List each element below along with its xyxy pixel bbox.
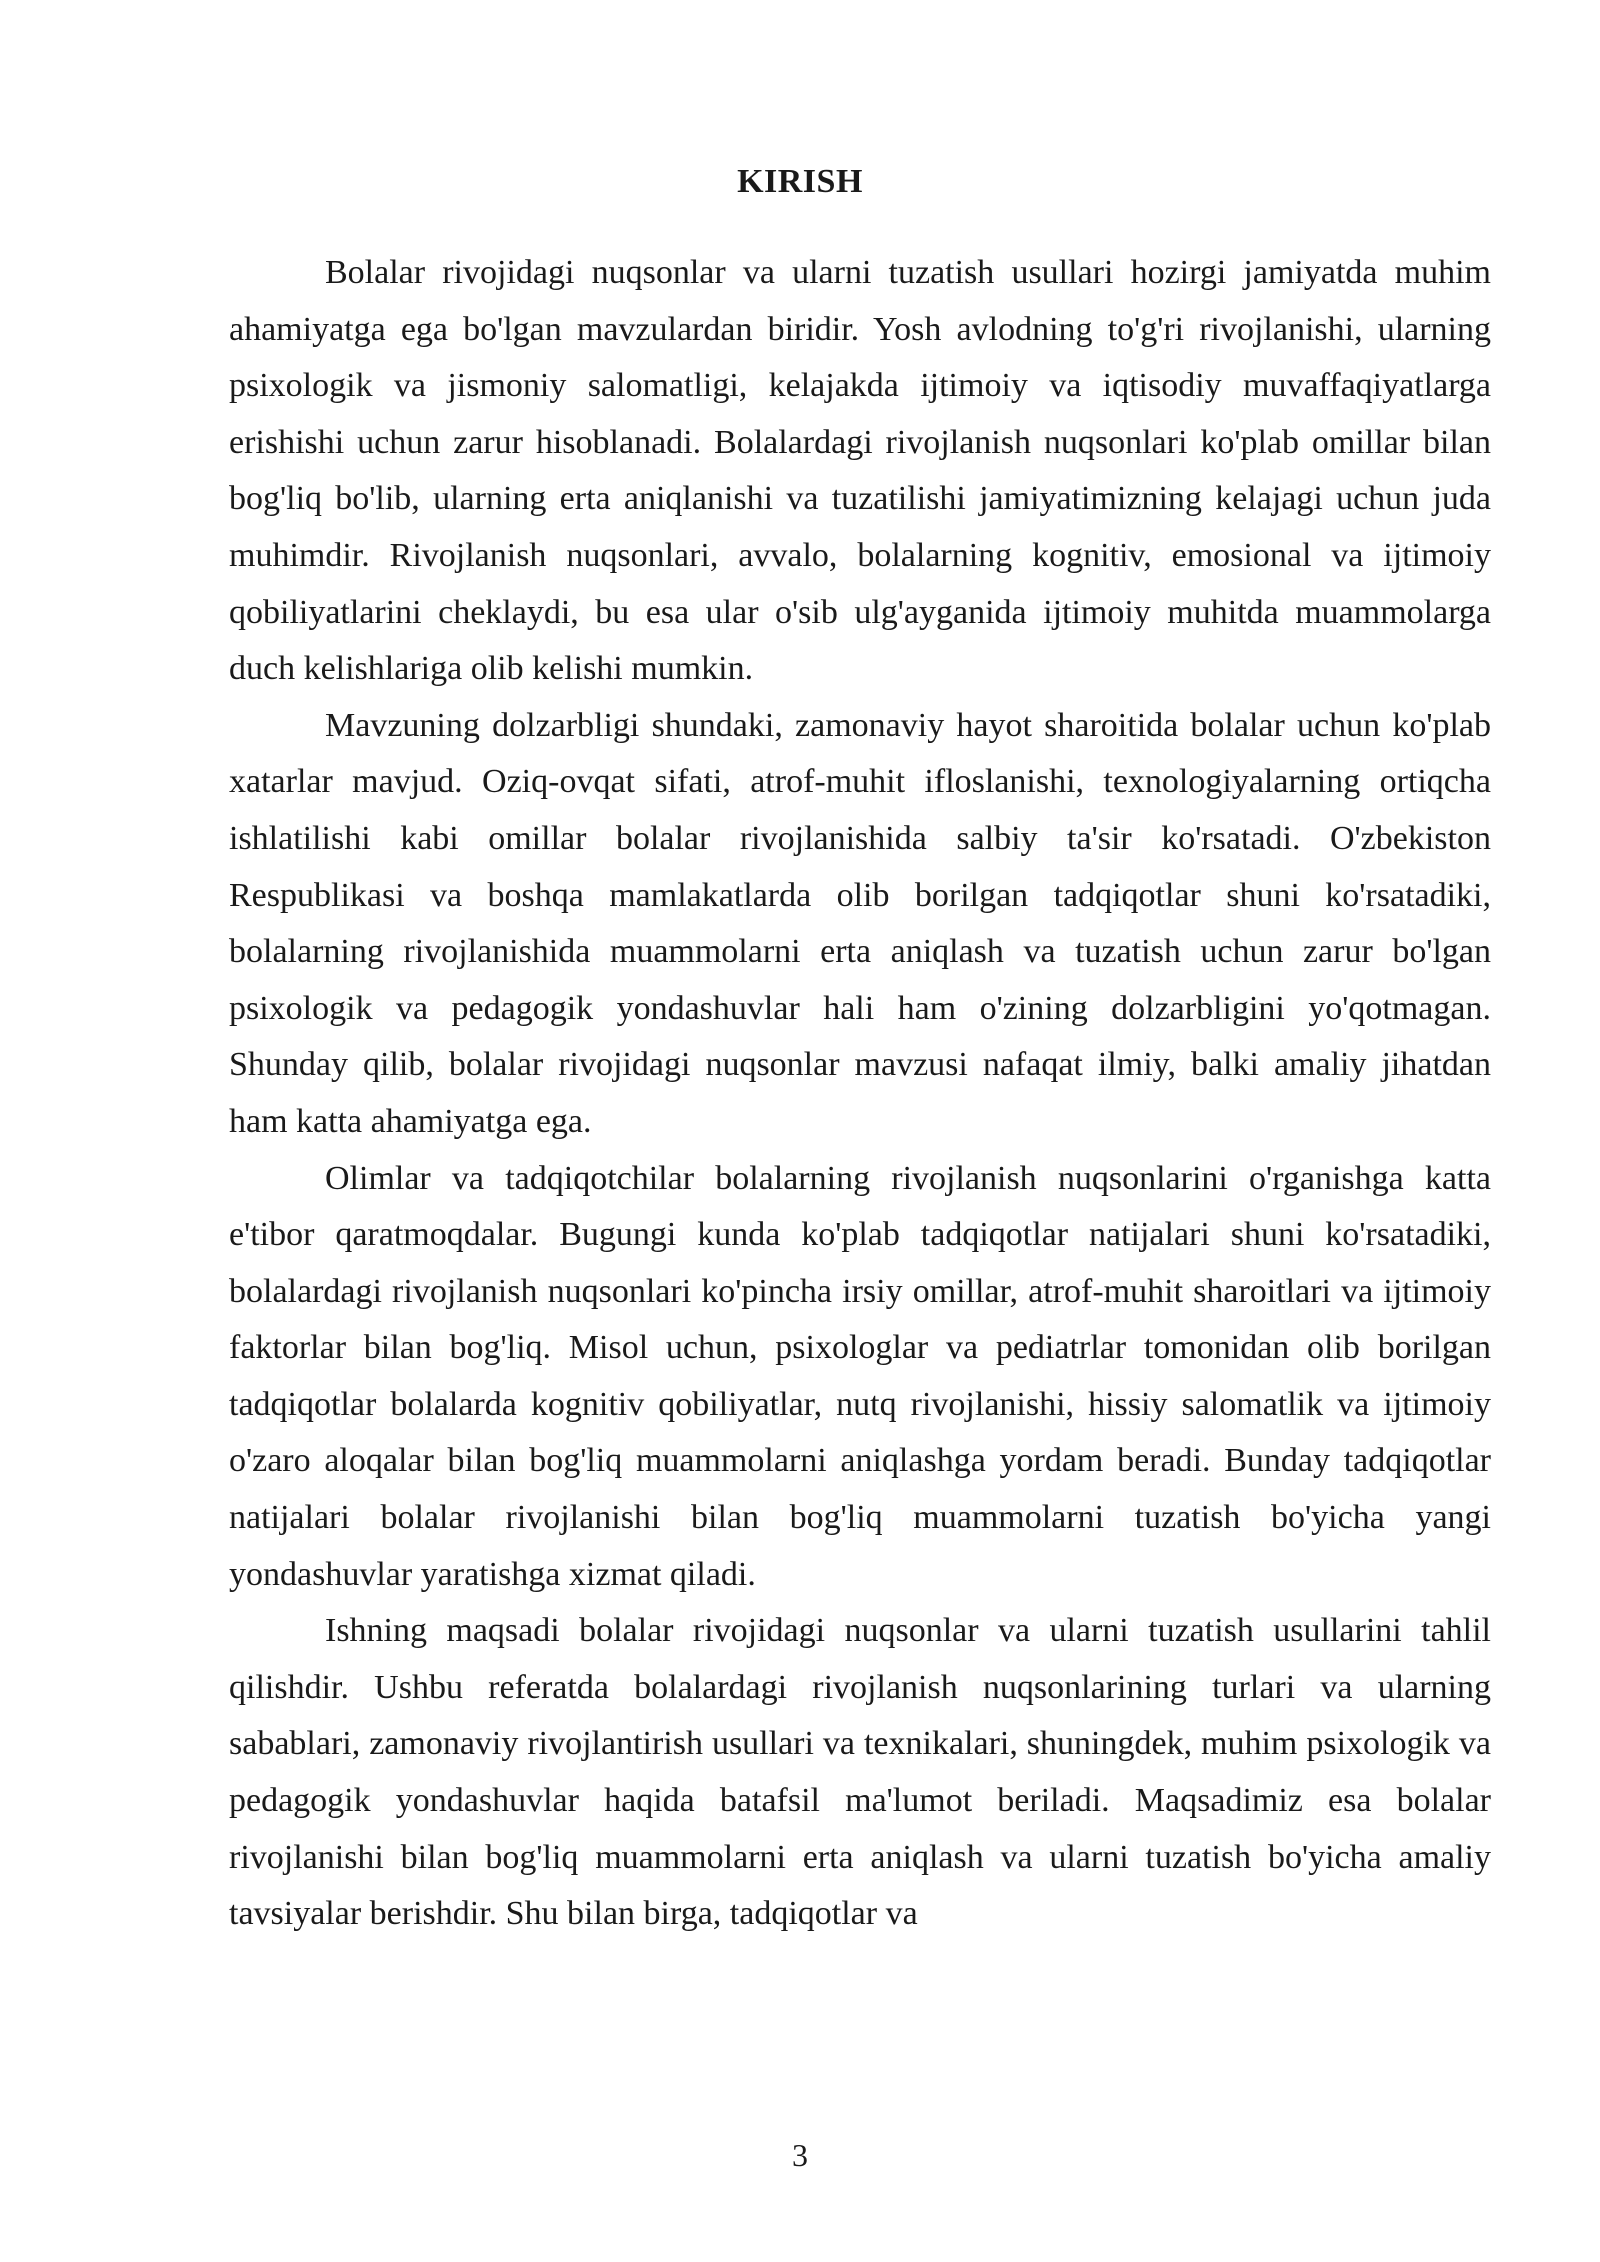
paragraph-3: Olimlar va tadqiqotchilar bolalarning rivojlanish nuqsonlarini o'rganishga katta e'tibor qaratmoqdalar. Bugungi kunda ko'plab tadqiqotlar natijalari shuni ko'rsatadiki, bolalardagi rivojlanish nuqsonlari ko'pincha irsiy omillar, atrof-muhit sharoitlari va ijtimoiy faktorlar bilan bog'liq. Misol uchun, psixologlar va pediatrlar tomonidan olib borilgan tadqiqotlar bolalarda kognitiv qobiliyatlar, nutq rivojlanishi, hissiy salomatlik va ijtimoiy o'zaro aloqalar bilan bog'liq muammolarni aniqlashga yordam beradi. Bunday tadqiqotlar natijalari bolalar rivojlanishi bilan bog'liq muammolarni tuzatish bo'yicha yangi yondashuvlar yaratishga xizmat qiladi. <box>229 1159 1491 1593</box>
page-number: 3 <box>792 2137 808 2173</box>
page-title: KIRISH <box>737 163 863 200</box>
paragraph-1: Bolalar rivojidagi nuqsonlar va ularni tuzatish usullari hozirgi jamiyatda muhim ahamiyatga ega bo'lgan mavzulardan biridir. Yosh avlodning to'g'ri rivojlanishi, ularning psixologik va jismoniy salomatligi, kelajakda ijtimoiy va iqtisodiy muvaffaqiyatlarga erishishi uchun zarur hisoblanadi. Bolalardagi rivojlanish nuqsonlari ko'plab omillar bilan bog'liq bo'lib, ularning erta aniqlanishi va tuzatilishi jamiyatimizning kelajagi uchun juda muhimdir. Rivojlanish nuqsonlari, avvalo, bolalarning kognitiv, emosional va ijtimoiy qobiliyatlarini cheklaydi, bu esa ular o'sib ulg'ayganida ijtimoiy muhitda muammolarga duch kelishlariga olib kelishi mumkin. <box>229 254 1491 688</box>
paragraph-4: Ishning maqsadi bolalar rivojidagi nuqsonlar va ularni tuzatish usullarini tahlil qilishdir. Ushbu referatda bolalardagi rivojlanish nuqsonlarining turlari va ularning sabablari, zamonaviy rivojlantirish usullari va texnikalari, shuningdek, muhim psixologik va pedagogik yondashuvlar haqida batafsil ma'lumot beriladi. Maqsadimiz esa bolalar rivojlanishi bilan bog'liq muammolarni erta aniqlash va ularni tuzatish bo'yicha amaliy tavsiyalar berishdir. Shu bilan birga, tadqiqotlar va <box>229 1612 1491 1933</box>
paragraph-2: Mavzuning dolzarbligi shundaki, zamonaviy hayot sharoitida bolalar uchun ko'plab xatarlar mavjud. Oziq-ovqat sifati, atrof-muhit ifloslanishi, texnologiyalarning ortiqcha ishlatilishi kabi omillar bolalar rivojlanishida salbiy ta'sir ko'rsatadi. O'zbekiston Respublikasi va boshqa mamlakatlarda olib borilgan tadqiqotlar shuni ko'rsatadiki, bolalarning rivojlanishida muammolarni erta aniqlash va tuzatish uchun zarur bo'lgan psixologik va pedagogik yondashuvlar hali ham o'zining dolzarbligini yo'qotmagan. Shunday qilib, bolalar rivojidagi nuqsonlar mavzusi nafaqat ilmiy, balki amaliy jihatdan ham katta ahamiyatga ega. <box>229 706 1491 1140</box>
body-text <box>229 245 1491 1943</box>
